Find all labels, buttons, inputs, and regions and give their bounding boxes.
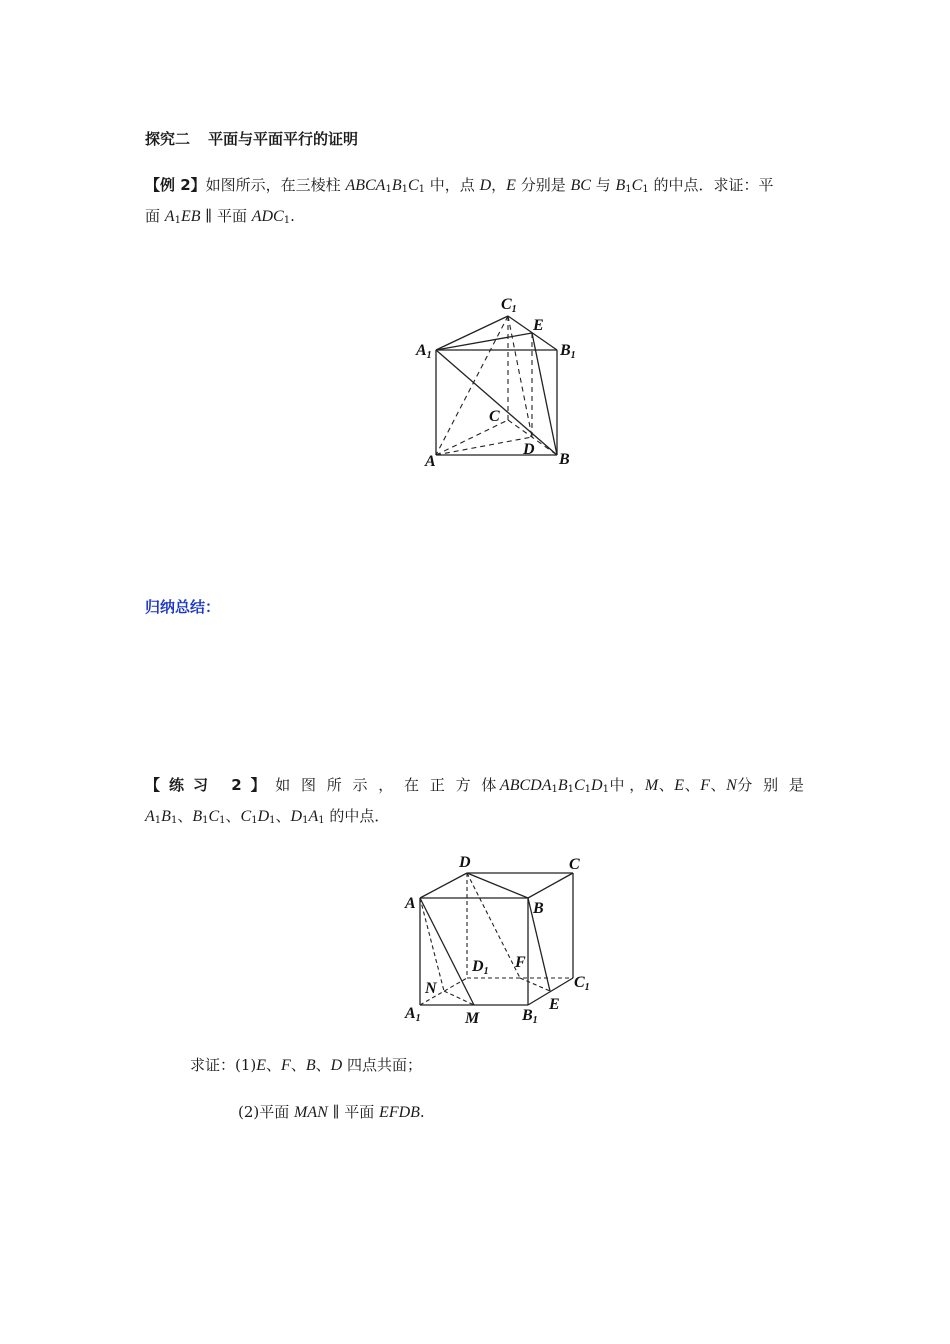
label-a: A	[425, 453, 436, 470]
edge-a-c	[436, 420, 508, 455]
practice-2-tag: 【练习 2】	[145, 776, 275, 794]
practice-2-line-2: $A_1B_1$、$B_1C_1$、$C_1D_1$、$D_1A_1$ 的中点．	[145, 807, 390, 826]
prism-figure	[400, 288, 600, 473]
summary-label: 归纳总结：	[145, 598, 221, 616]
label-e: E	[533, 317, 544, 334]
label-d: D	[523, 441, 535, 458]
edge-b-c	[528, 873, 573, 898]
label-b: B	[559, 451, 570, 468]
edge-c1-a	[436, 316, 508, 455]
label-m: M	[465, 1010, 480, 1027]
example-2-line-2: 面 $A_1EB$ ∥ 平面 $ADC_1$.	[145, 207, 295, 226]
edge-a-d	[436, 437, 532, 455]
practice-2-line-1: 【练习 2】 如 图 所 示 ， 在 正 方 体 $ABCDA_1B_1C_1D_1$ 中 ， M 、 E 、 F 、 N 分 别 是	[145, 772, 807, 803]
label-c1: C1	[574, 974, 590, 993]
section-heading	[145, 128, 358, 149]
label-f: F	[515, 954, 526, 971]
cube-name: $ABCDA_1B_1C_1D_1$	[499, 777, 609, 795]
label-b: B	[533, 900, 544, 917]
example-2-tag: 【例 2】	[145, 176, 206, 194]
label-c1: C1	[501, 296, 517, 315]
label-d1: D1	[472, 958, 489, 977]
section-subtitle: 平面与平面平行的证明	[208, 130, 359, 148]
proof-task-2: (2)平面 MAN ∥ 平面 EFDB.	[238, 1103, 425, 1121]
label-b1: B1	[560, 342, 576, 361]
proof-task-1: 求证：(1)E、F、B、D 四点共面；	[190, 1056, 422, 1074]
edge-f-e	[520, 978, 550, 991]
label-e: E	[549, 996, 560, 1013]
label-a1: A1	[416, 342, 432, 361]
cube-hidden-edges	[420, 873, 573, 1005]
label-b1: B1	[522, 1007, 538, 1026]
label-c: C	[569, 856, 580, 873]
edge-a1-c1	[436, 316, 508, 350]
edge-a-n	[420, 898, 444, 991]
cube-figure	[398, 848, 603, 1033]
section-title: 探究二	[145, 130, 191, 148]
edge-a1-e	[436, 333, 532, 350]
edge-a-d	[420, 873, 467, 898]
practice-2-paragraph	[145, 772, 807, 834]
prism-solid-edges	[436, 316, 557, 455]
example-2-line-1: 【例 2】如图所示，在三棱柱 $ABCA_1B_1C_1$ 中，点 D，E 分别是 BC 与 $B_1C_1$ 的中点．求证：平	[145, 176, 774, 195]
edge-d-b	[467, 873, 528, 898]
label-c: C	[489, 408, 500, 425]
example-2-paragraph	[145, 172, 807, 234]
label-a: A	[405, 895, 416, 912]
cube-solid-edges	[420, 873, 573, 1005]
label-d: D	[459, 854, 471, 871]
label-a1: A1	[405, 1005, 421, 1024]
label-n: N	[425, 980, 437, 997]
edge-n-m	[444, 991, 474, 1005]
